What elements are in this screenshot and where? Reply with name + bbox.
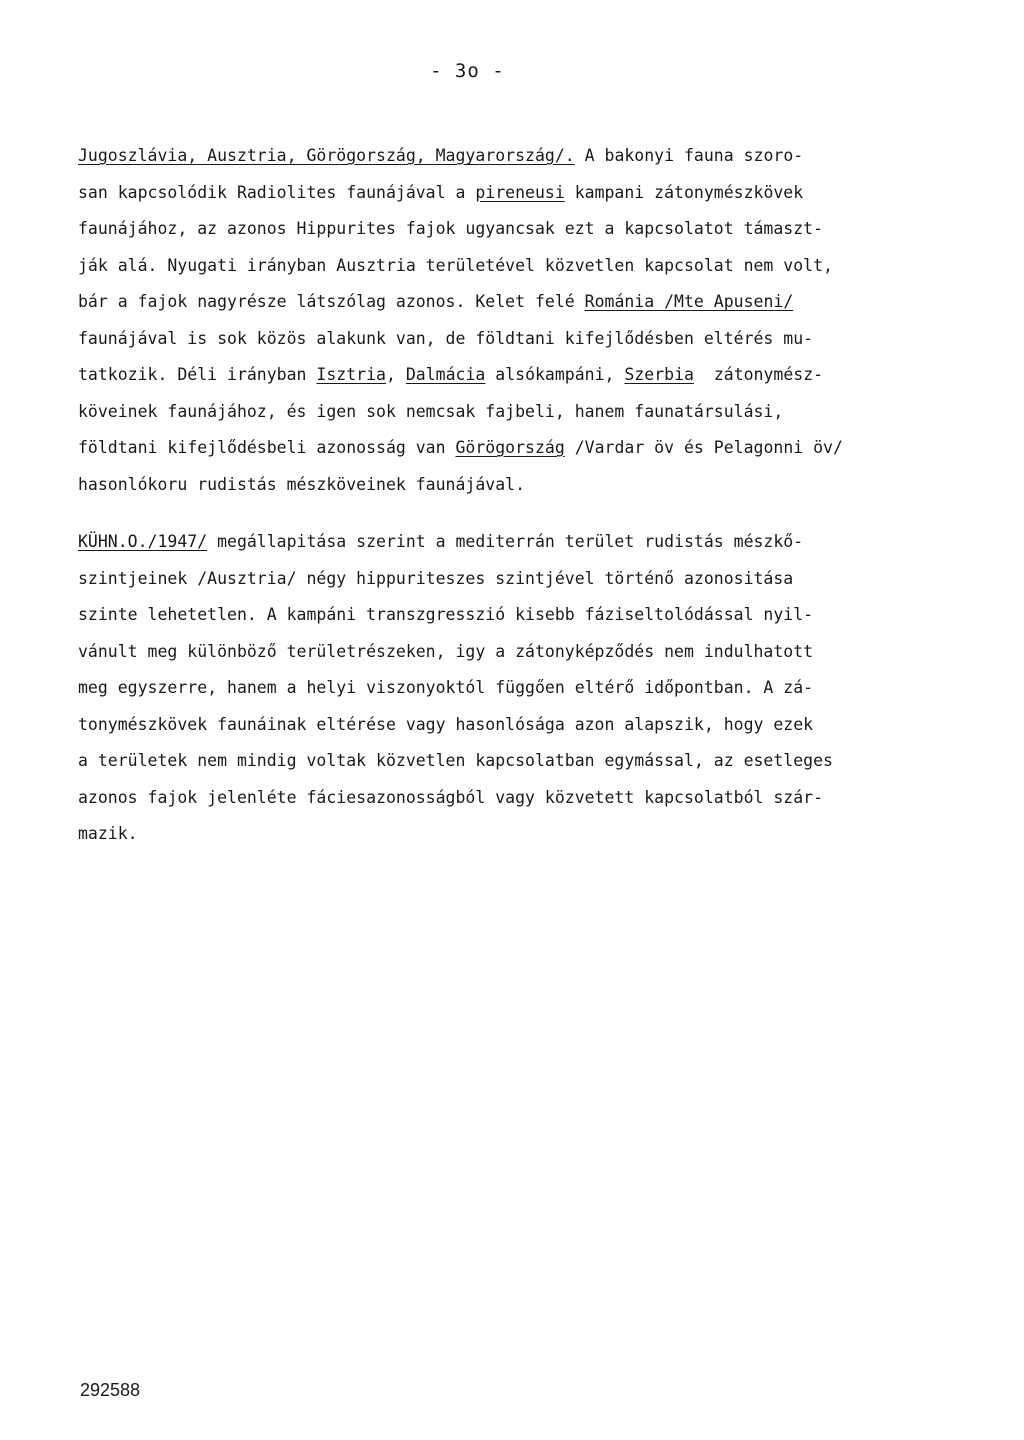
underlined-term: Szerbia xyxy=(624,365,694,384)
text-line: vánult meg különböző területrészeken, igy a zátonyképződés nem indulhatott xyxy=(78,641,814,661)
text-line: szintjeinek /Ausztria/ négy hippuriteszes szintjével történő azonositása xyxy=(78,568,794,588)
text-span: san kapcsolódik Radiolites faunájával a xyxy=(78,182,476,202)
paragraph-2 xyxy=(78,524,958,853)
paragraph-1 xyxy=(78,138,958,503)
text-line: meg egyszerre, hanem a helyi viszonyoktól függően eltérő időpontban. A zá- xyxy=(78,678,814,697)
text-line: ják alá. Nyugati irányban Ausztria területével közvetlen kapcsolat nem volt, xyxy=(78,255,833,275)
text-line: hasonlókoru rudistás mészköveinek faunájával. xyxy=(78,474,526,494)
underlined-term: Isztria xyxy=(316,365,386,384)
text-line: köveinek faunájához, és igen sok nemcsak fajbeli, hanem faunatársulási, xyxy=(78,401,784,421)
text-span: megállapitása szerint a mediterrán terület rudistás mészkő- xyxy=(207,532,804,551)
text-line: faunájához, az azonos Hippurites fajok ugyancsak ezt a kapcsolatot támaszt- xyxy=(78,219,824,238)
underlined-term: pireneusi xyxy=(475,182,565,202)
text-line xyxy=(78,524,958,561)
underlined-term: Dalmácia xyxy=(405,365,486,384)
text-line xyxy=(78,430,958,467)
text-span: /Vardar öv és Pelagonni öv/ xyxy=(564,438,843,457)
underlined-countries: Jugoszlávia, Ausztria, Görögország, Magyarország/. xyxy=(78,146,575,165)
text-line: azonos fajok jelenléte fáciesazonosságból vagy közvetett kapcsolatból szár- xyxy=(78,787,824,807)
text-line: szinte lehetetlen. A kampáni transzgresszió kisebb fáziseltolódással nyil- xyxy=(78,605,814,624)
citation: KÜHN.O./1947/ xyxy=(78,532,208,551)
text-span: kampani zátonymészkövek xyxy=(564,182,804,202)
underlined-term: Görögország xyxy=(455,438,565,457)
text-line: faunájával is sok közös alakunk van, de földtani kifejlődésben eltérés mu- xyxy=(78,328,814,348)
text-line: a területek nem mindig voltak közvetlen kapcsolatban egymással, az esetleges xyxy=(78,751,833,770)
text-span: , xyxy=(385,365,406,384)
text-span: zátonymész- xyxy=(693,365,824,384)
text-span: A bakonyi fauna szoro- xyxy=(574,146,804,165)
text-line xyxy=(78,357,958,394)
text-line xyxy=(78,284,958,321)
text-span: bár a fajok nagyrésze látszólag azonos. Kelet felé xyxy=(78,292,585,311)
text-line: tonymészkövek faunáinak eltérése vagy hasonlósága azon alapszik, hogy ezek xyxy=(78,714,814,734)
text-span: alsókampáni, xyxy=(485,365,625,384)
archive-id: 292588 xyxy=(80,1380,141,1400)
text-line xyxy=(78,175,958,212)
text-line xyxy=(78,138,958,175)
text-span: földtani kifejlődésbeli azonosság van xyxy=(78,438,456,457)
text-span: tatkozik. Déli irányban xyxy=(78,365,317,384)
page-number: - 3o - xyxy=(430,60,505,82)
text-line: mazik. xyxy=(78,824,138,843)
underlined-term: Románia /Mte Apuseni/ xyxy=(584,292,794,311)
